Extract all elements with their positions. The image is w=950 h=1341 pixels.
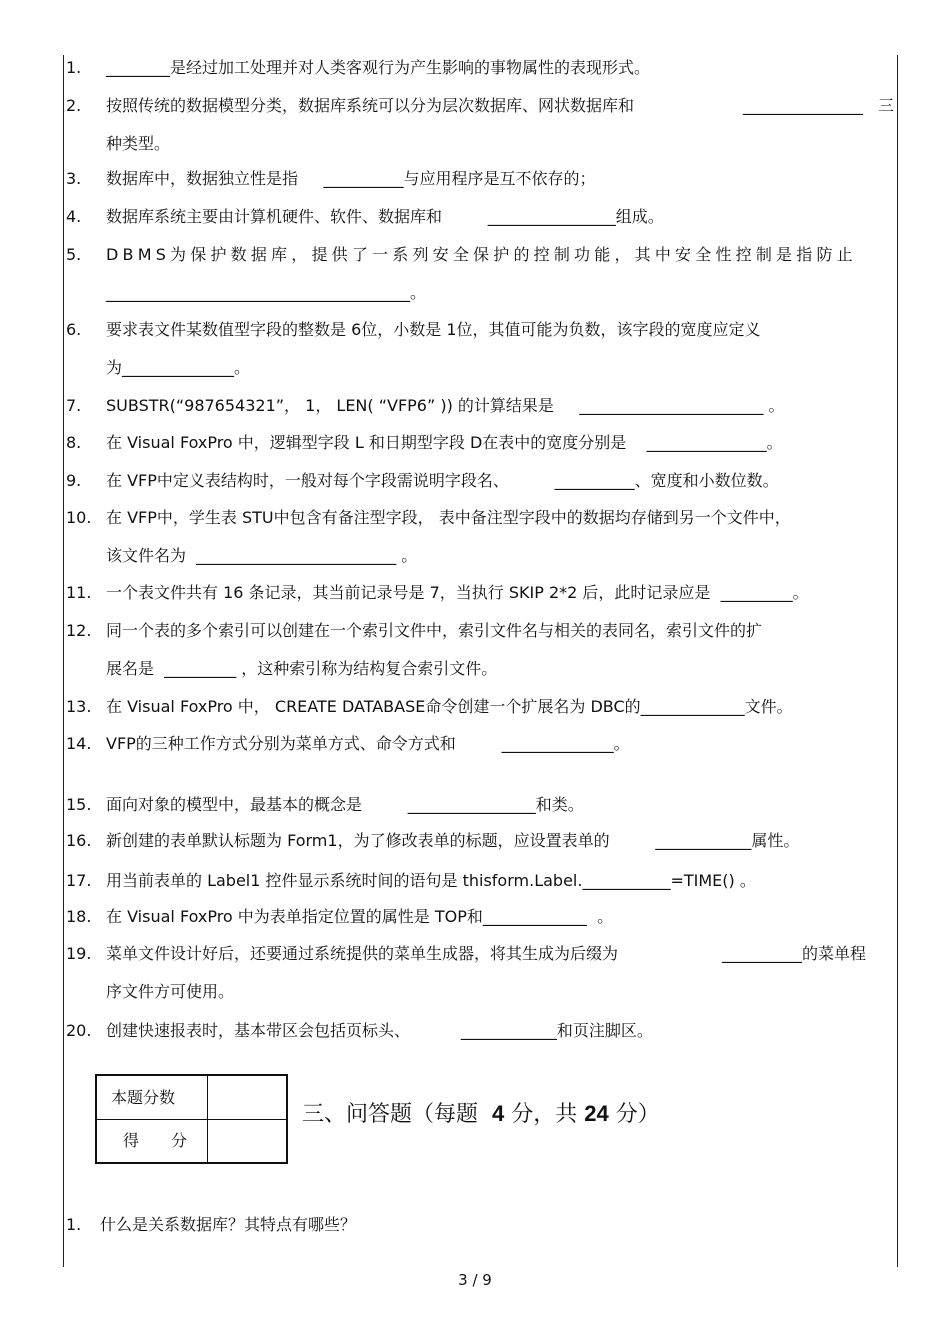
question-12: 12. 同一个表的多个索引可以创建在一个索引文件中，索引文件名与相关的表同名，索引文件的扩 展名是 _________ ，这种索引称为结构复合索引文件。 [66,621,763,678]
answer-blank: ________ [106,58,170,77]
score-box-divider [207,1076,208,1162]
answer-blank: _______________ [646,433,767,452]
right-margin-line [897,55,898,1267]
answer-blank: _____________ [640,697,745,716]
answer-blank: ___________ [582,871,671,890]
answer-blank: __________ [722,944,802,963]
question-6: 6. 要求表文件某数值型字段的整数是 6位，小数是 1位，其值可能为负数，该字段的宽度应定义 为______________。 [66,320,761,377]
score-box [95,1074,288,1164]
score-box-divider [97,1119,286,1120]
answer-blank: ______________ [501,734,614,753]
answer-blank: _________ [720,583,793,602]
answer-blank: ____________ [655,831,752,850]
answer-blank: ________________ [487,207,616,226]
answer-blank: ______________ [122,358,235,377]
page-number: 3 / 9 [458,1271,492,1289]
answer-blank: _______________ [743,96,863,115]
left-margin-line [63,55,64,1267]
earned-label: 得 分 [123,1131,188,1150]
section-title: 三、问答题（每题 4 分，共 24 分） [302,1101,660,1127]
question-5: 5. DBMS为保护数据库，提供了一系列安全保护的控制功能，其中安全性控制是指防止 ______________________________________。 [66,245,857,302]
answer-blank: _________ [164,659,237,678]
answer-blank: ________________ [407,795,536,814]
answer-blank: _________________________ [196,546,397,565]
answer-blank: ____________ [460,1021,557,1040]
answer-blank: __________ [554,471,635,490]
question-10: 10. 在 VFP中，学生表 STU中包含有备注型字段， 表中备注型字段中的数据均存储到另一个文件中， 该文件名为 _________________________ 。 [66,508,791,565]
answer-blank: ______________________________________ [106,283,410,302]
answer-blank: _____________ [482,907,587,926]
answer-blank: _______________________ [579,396,764,415]
question-2: 2. 按照传统的数据模型分类，数据库系统可以分为层次数据库、网状数据库和 _______________ 三 种类型。 [66,96,895,153]
score-label: 本题分数 [111,1088,176,1107]
question-19: 19. 菜单文件设计好后，还要通过系统提供的菜单生成器，将其生成为后缀为 __________的菜单程 序文件方可使用。 [66,944,867,1001]
answer-blank: __________ [323,169,404,188]
